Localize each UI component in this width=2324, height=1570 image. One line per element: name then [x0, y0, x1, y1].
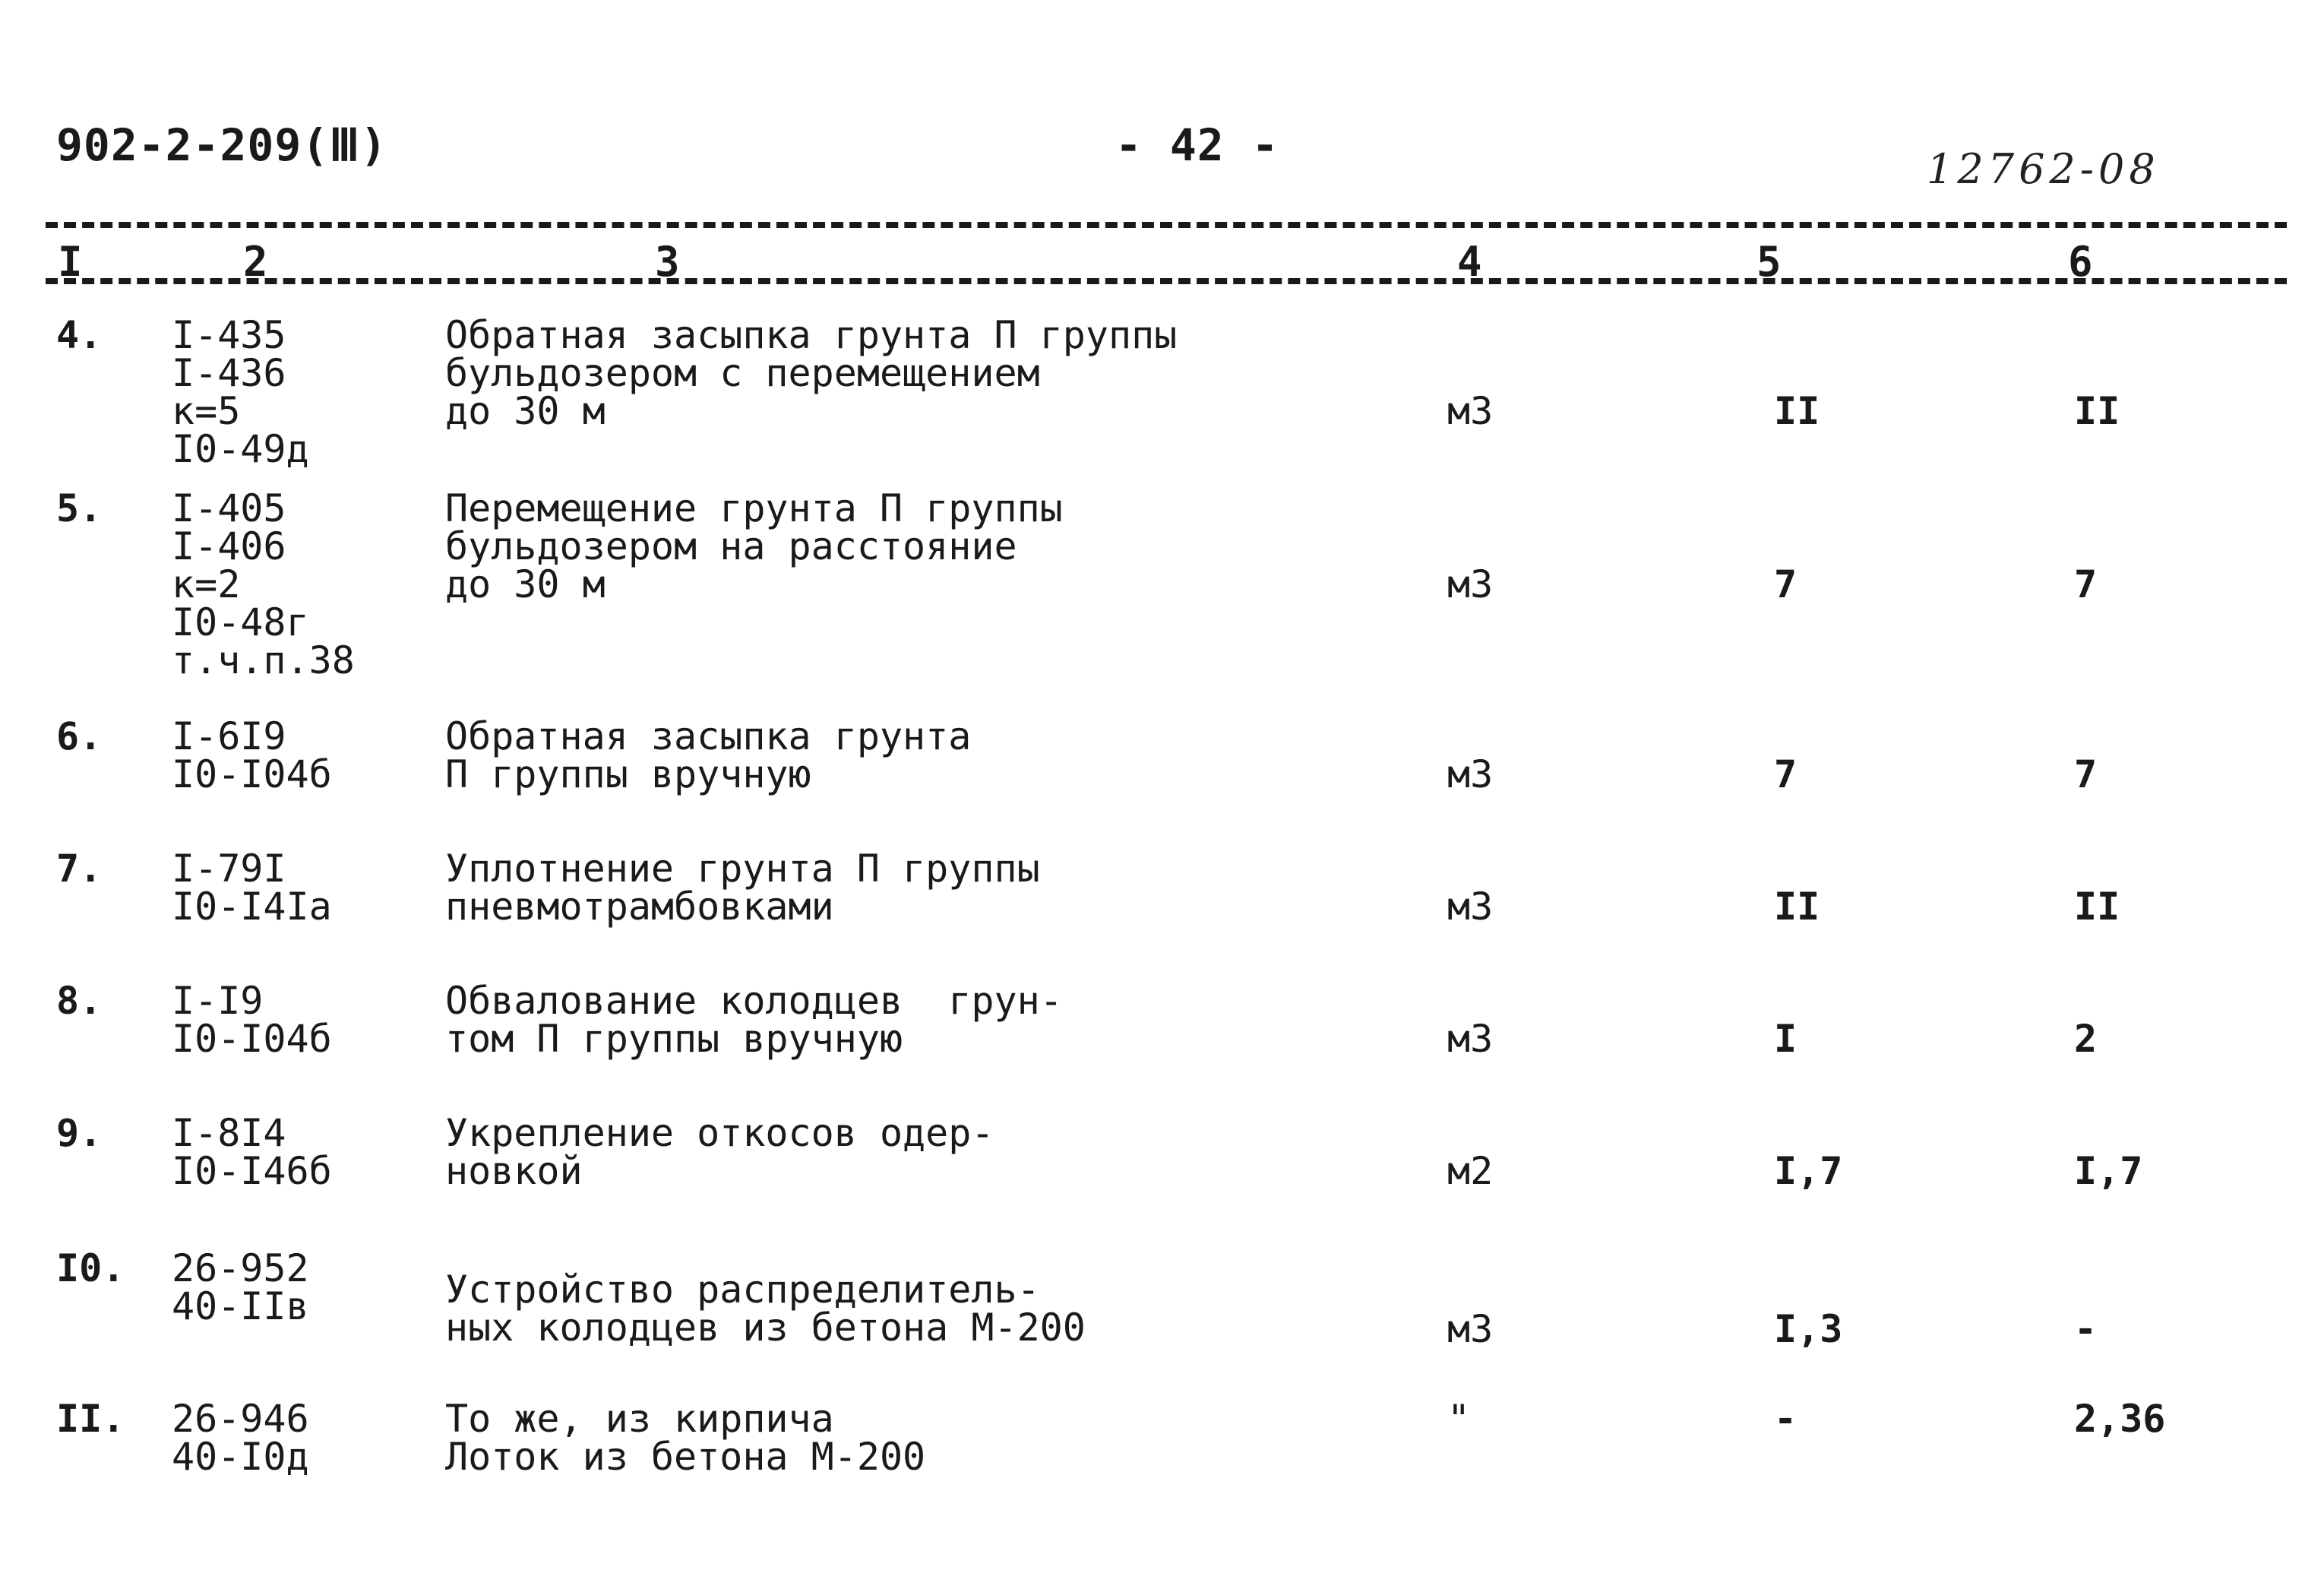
quantity-col5: 7	[1774, 752, 1798, 796]
quantity-col6: 7	[2074, 562, 2098, 606]
column-header-4: 4	[1457, 238, 1482, 286]
norm-code: I-79I I0-I4Iа	[172, 847, 332, 929]
handwritten-stamp: 12762-08	[1927, 145, 2160, 193]
column-header-2: 2	[243, 238, 268, 286]
row-number: 7.	[56, 847, 103, 891]
unit: "	[1447, 1397, 1471, 1441]
work-description: Обратная засыпка грунта П группы вручную	[445, 714, 972, 796]
norm-code: 26-952 40-IIв	[172, 1246, 309, 1328]
norm-code: I-405 I-406 к=2 I0-48г т.ч.п.38	[172, 486, 355, 682]
norm-code: I-6I9 I0-I04б	[172, 714, 332, 796]
top-dashed-rule	[46, 222, 2287, 228]
row-number: 6.	[56, 714, 103, 758]
column-header-5: 5	[1756, 238, 1782, 286]
quantity-col6: I,7	[2074, 1149, 2143, 1193]
unit: м3	[1447, 885, 1494, 929]
row-number: I0.	[56, 1246, 125, 1290]
row-number: 5.	[56, 486, 103, 530]
unit: м3	[1447, 1307, 1494, 1351]
row-number: 9.	[56, 1111, 103, 1155]
unit: м3	[1447, 562, 1494, 606]
work-description: То же, из кирпича Лоток из бетона М-200	[445, 1397, 926, 1479]
column-header-1: I	[58, 238, 83, 286]
work-description: Укрепление откосов одер- новкой	[445, 1111, 994, 1193]
quantity-col5: I	[1774, 1017, 1798, 1061]
work-description: Уплотнение грунта П группы пневмотрамбовками	[445, 847, 1040, 929]
norm-code: 26-946 40-I0д	[172, 1397, 309, 1479]
document-code: 902-2-209(Ⅲ)	[56, 119, 388, 171]
norm-code: I-435 I-436 к=5 I0-49д	[172, 313, 309, 471]
row-number: II.	[56, 1397, 125, 1441]
unit: м3	[1447, 1017, 1494, 1061]
quantity-col5: -	[1774, 1397, 1798, 1441]
norm-code: I-I9 I0-I04б	[172, 979, 332, 1061]
quantity-col6: 2	[2074, 1017, 2098, 1061]
quantity-col6: II	[2074, 885, 2120, 929]
work-description: Обвалование колодцев грун- том П группы вручную	[445, 979, 1063, 1061]
header-dashed-rule	[46, 278, 2287, 284]
quantity-col6: II	[2074, 389, 2120, 433]
column-header-3: 3	[655, 238, 680, 286]
work-description: Устройство распределитель- ных колодцев из бетона М-200	[445, 1268, 1086, 1350]
norm-code: I-8I4 I0-I46б	[172, 1111, 332, 1193]
unit: м3	[1447, 389, 1494, 433]
quantity-col5: I,3	[1774, 1307, 1843, 1351]
quantity-col5: II	[1774, 885, 1820, 929]
quantity-col5: I,7	[1774, 1149, 1843, 1193]
quantity-col5: II	[1774, 389, 1820, 433]
quantity-col6: 2,36	[2074, 1397, 2166, 1441]
page-number: - 42 -	[1115, 119, 1279, 171]
work-description: Перемещение грунта П группы бульдозером на расстояние до 30 м	[445, 486, 1063, 606]
row-number: 4.	[56, 313, 103, 357]
unit: м3	[1447, 752, 1494, 796]
unit: м2	[1447, 1149, 1494, 1193]
column-header-6: 6	[2068, 238, 2093, 286]
work-description: Обратная засыпка грунта П группы бульдозером с перемещением до 30 м	[445, 313, 1178, 433]
row-number: 8.	[56, 979, 103, 1023]
quantity-col6: -	[2074, 1307, 2098, 1351]
quantity-col6: 7	[2074, 752, 2098, 796]
quantity-col5: 7	[1774, 562, 1798, 606]
